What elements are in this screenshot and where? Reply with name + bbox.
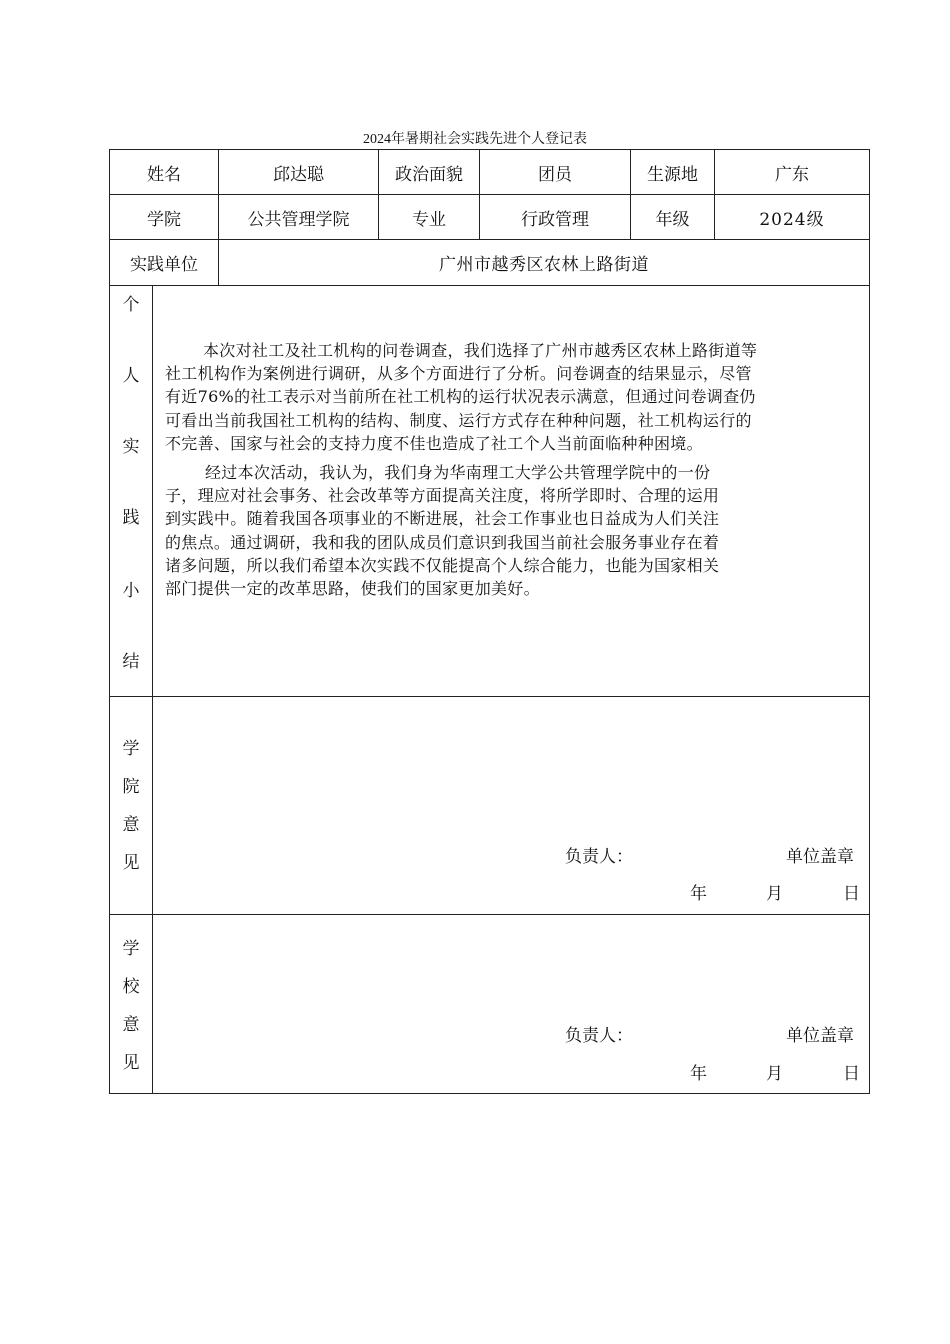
summary-label-char: 结 [122,652,140,672]
political-value: 团员 [538,164,572,185]
school-day: 日 [843,1064,860,1084]
summary-line: 有近76%的社工表示对当前所在社工机构的运行状况表示满意，但通过问卷调查仍 [165,387,756,407]
summary-line: 本次对社工及社工机构的问卷调查，我们选择了广州市越秀区农林上路街道等 [203,341,758,360]
form-title: 2024年暑期社会实践先进个人登记表 [363,132,587,147]
row-divider [110,285,869,286]
origin-label: 生源地 [647,164,698,185]
college-label: 学院 [147,209,181,230]
unit-label: 实践单位 [130,255,198,275]
political-label: 政治面貌 [395,164,463,185]
unit-value: 广州市越秀区农林上路街道 [439,255,649,275]
origin-value: 广东 [775,164,809,185]
college-month: 月 [766,884,783,904]
school-opinion-label-char: 见 [122,1053,140,1073]
summary-label-char: 实 [122,437,140,457]
school-seal: 单位盖章 [786,1026,854,1046]
summary-line: 可看出当前我国社工机构的结构、制度、运行方式存在种种问题，社工机构运行的 [165,410,752,430]
college-responsible: 负责人： [565,847,633,867]
major-value: 行政管理 [521,209,589,230]
college-opinion-label-char: 见 [122,853,140,873]
summary-line: 经过本次活动，我认为，我们身为华南理工大学公共管理学院中的一份 [205,463,711,482]
registration-form [109,149,870,1094]
summary-label-char: 践 [122,508,140,528]
col-divider [152,285,153,1093]
summary-label-char: 人 [122,366,140,386]
summary-line: 到实践中。随着我国各项事业的不断进展，社会工作事业也日益成为人们关注 [165,509,720,529]
college-value: 公共管理学院 [247,209,350,230]
name-value: 邱达聪 [273,164,324,185]
summary-label [110,290,152,677]
college-year: 年 [690,884,707,904]
row-divider [110,696,869,697]
summary-label-char: 个 [122,295,140,315]
summary-line: 部门提供一定的改革思路，使我们的国家更加美好。 [165,579,540,599]
college-day: 日 [843,884,860,904]
summary-paragraph-1 [165,339,865,455]
college-opinion-label-char: 意 [122,815,140,835]
summary-line: 子，理应对社会事务、社会改革等方面提高关注度，将所学即时、合理的运用 [165,486,720,506]
row-divider [110,914,869,915]
summary-line: 诸多问题，所以我们希望本次实践不仅能提高个人综合能力，也能为国家相关 [165,555,720,575]
summary-line: 的焦点。通过调研，我和我的团队成员们意识到我国当前社会服务事业存在着 [165,532,720,552]
school-month: 月 [766,1064,783,1084]
college-opinion-label [110,734,152,878]
school-year: 年 [690,1064,707,1084]
college-seal: 单位盖章 [786,847,854,867]
school-opinion-label [110,934,152,1078]
school-opinion-label-char: 校 [122,977,140,997]
school-opinion-label-char: 意 [122,1015,140,1035]
grade-label: 年级 [655,209,690,230]
school-responsible: 负责人： [565,1026,633,1046]
summary-line: 社工机构作为案例进行调研，从多个方面进行了分析。问卷调查的结果显示，尽管 [165,364,752,384]
school-opinion-label-char: 学 [122,939,140,959]
major-label: 专业 [412,209,446,230]
summary-paragraph-2 [165,461,825,600]
college-opinion-label-char: 学 [122,739,140,759]
name-label: 姓名 [147,164,181,185]
summary-line: 不完善、国家与社会的支持力度不佳也造成了社工个人当前面临种种困境。 [165,433,703,453]
summary-label-char: 小 [122,581,140,601]
college-opinion-label-char: 院 [122,777,140,797]
grade-value: 2024级 [759,209,825,230]
